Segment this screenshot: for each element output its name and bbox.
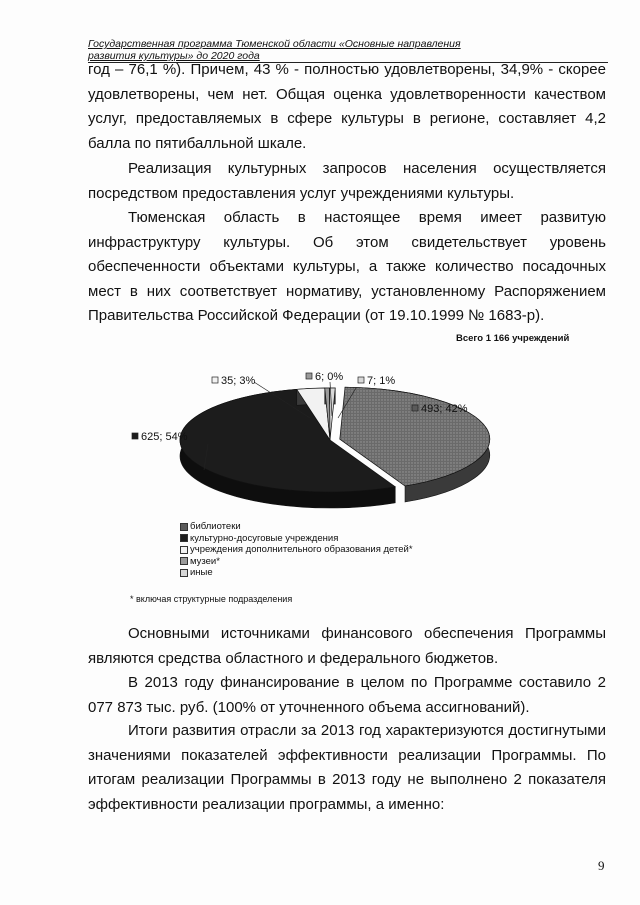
legend-item-additional-education: учреждения дополнительного образования детей* <box>180 544 413 556</box>
paragraph-funding-sources: Основными источниками финансового обеспечения Программы являются средства областного и федерального бюджетов. <box>88 625 606 667</box>
legend-swatch <box>180 546 188 554</box>
pie-data-label-libraries: 493; 42% <box>421 403 468 415</box>
pie-label-swatch <box>306 373 312 379</box>
paragraph-satisfaction: год – 76,1 %). Причем, 43 % - полностью удовлетворены, 34,9% - скорее удовлетворены, чем нет. Общая оценка удовлетворенности качеством услуг, предоставляемых в сфере культуры в регионе, составляет 4,2 балла по пятибалльной шкале. <box>88 61 606 152</box>
pie-chart <box>120 360 520 520</box>
pie-data-label-cultural-leisure: 625; 54% <box>141 431 188 443</box>
pie-label-swatch <box>412 405 418 411</box>
chart-footnote: * включая структурные подразделения <box>130 594 293 604</box>
chart-title: Всего 1 166 учреждений <box>456 333 570 344</box>
legend-item-cultural-leisure: культурно-досуговые учреждения <box>180 533 413 545</box>
header-line-1: Государственная программа Тюменской области «Основные направления <box>88 38 461 50</box>
paragraph-cultural-requests: Реализация культурных запросов населения осуществляется посредством предоставления услуг учреждениями культуры. <box>88 160 606 202</box>
legend-swatch <box>180 534 188 542</box>
pie-label-swatch <box>132 433 138 439</box>
legend-item-museums: музеи* <box>180 556 413 568</box>
legend-swatch <box>180 569 188 577</box>
pie-data-label-additional-education: 35; 3% <box>221 375 256 387</box>
legend-item-libraries: библиотеки <box>180 521 413 533</box>
paragraph-results: Итоги развития отрасли за 2013 год характеризуются достигнутыми значениями показателей эффективности реализации Программы. По итогам реализации Программы в 2013 году не выполнено 2 показателя эффективности реализации программы, а именно: <box>88 722 606 813</box>
legend-swatch <box>180 523 188 531</box>
page-number: 9 <box>598 858 605 873</box>
legend-swatch <box>180 557 188 565</box>
header-line-2: развития культуры» до 2020 года <box>88 50 260 62</box>
legend-item-other: иные <box>180 567 413 579</box>
paragraph-funding-2013: В 2013 году финансирование в целом по Программе составило 2 077 873 тыс. руб. (100% от уточненного объема ассигнований). <box>88 674 606 716</box>
paragraph-infrastructure: Тюменская область в настоящее время имеет развитую инфраструктуру культуры. Об этом свидетельствует уровень обеспеченности объектами культуры, а также количество посадочных мест в них соответствует нормативу, установленному Распоряжением Правительства Российской Федерации (от 19.10.1999 № 1683-р). <box>88 209 606 324</box>
pie-label-swatch <box>358 377 364 383</box>
pie-data-label-other: 7; 1% <box>367 375 396 387</box>
pie-slice-other <box>330 388 336 440</box>
pie-data-label-museums: 6; 0% <box>315 371 344 383</box>
pie-label-swatch <box>212 377 218 383</box>
chart-legend <box>180 521 413 579</box>
